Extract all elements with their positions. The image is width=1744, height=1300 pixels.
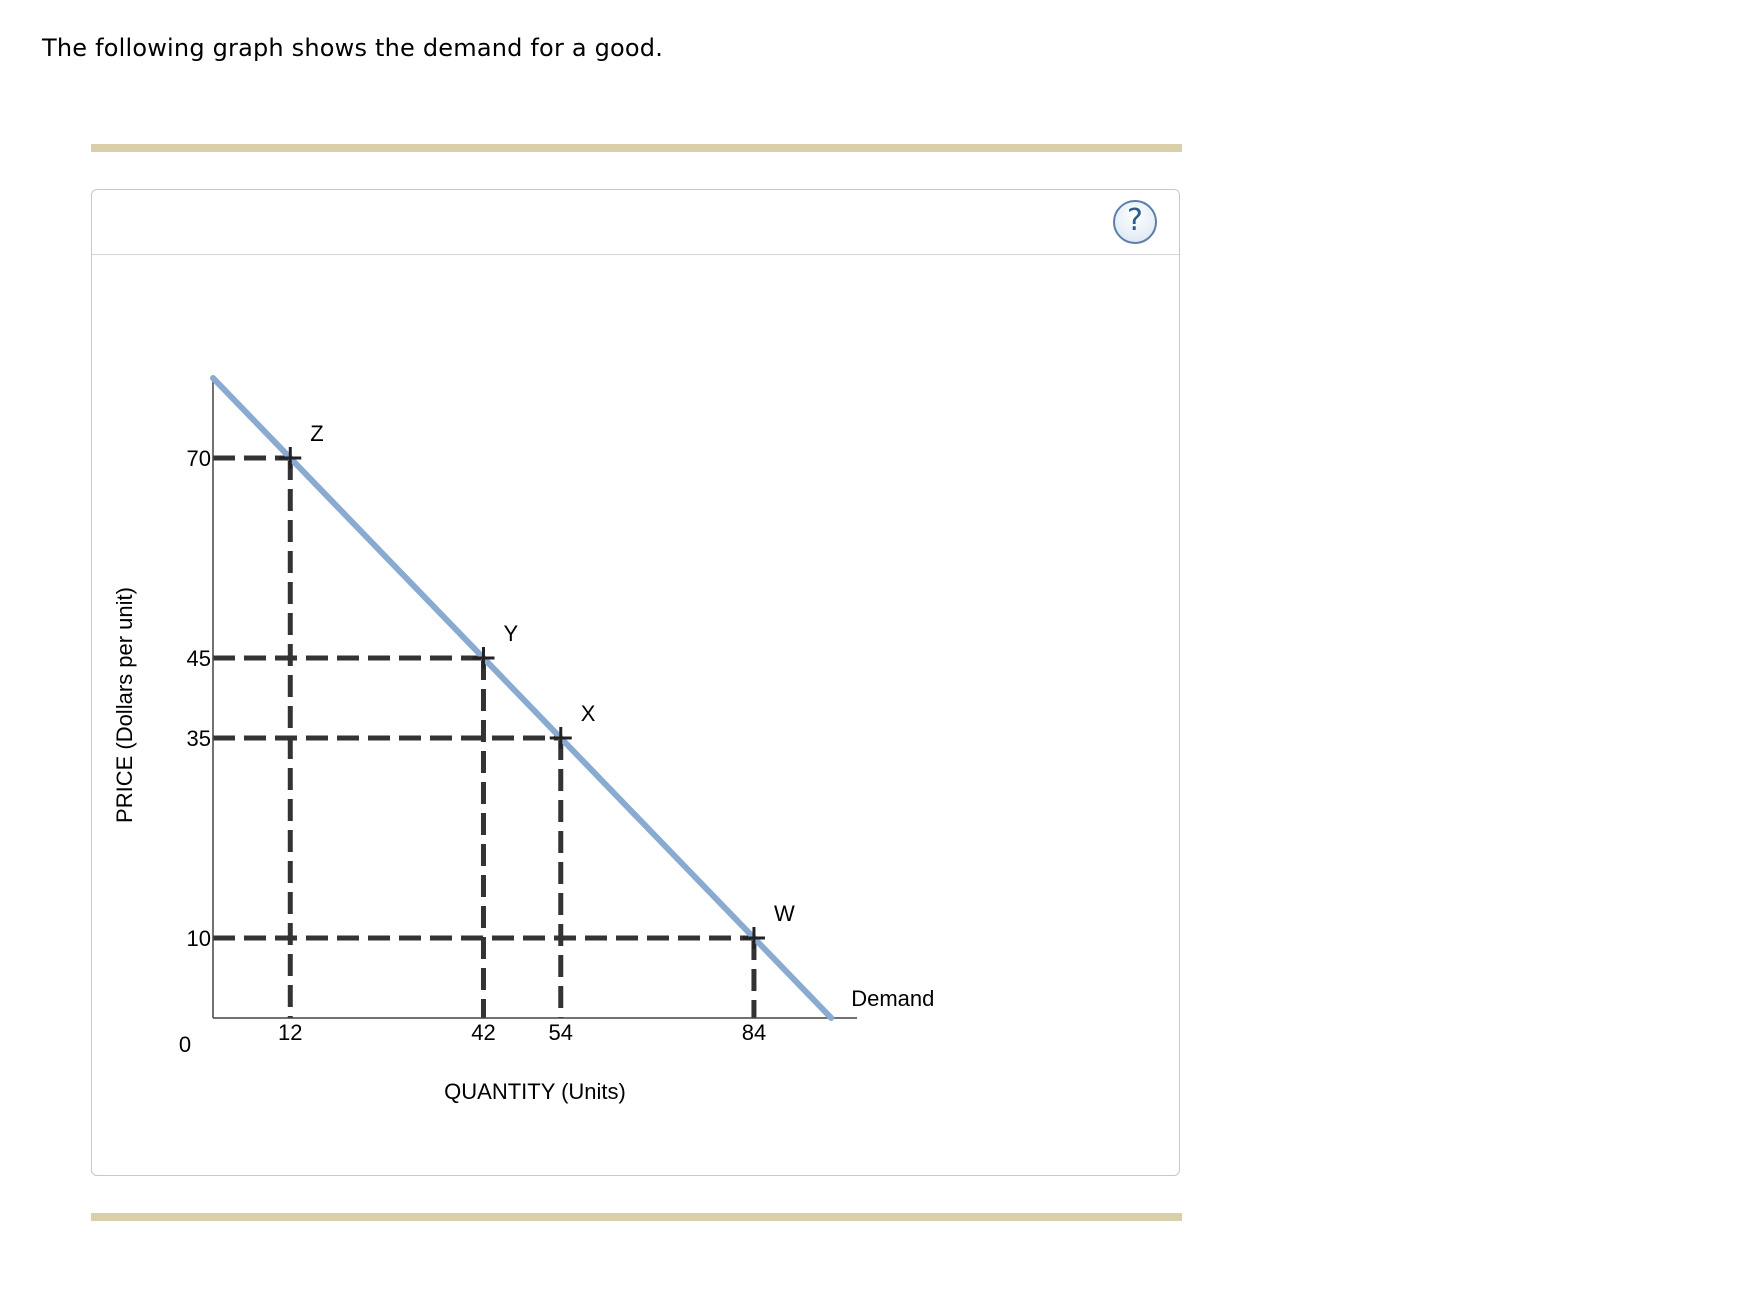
y-tick-label: 10 xyxy=(186,926,211,951)
x-tick-label: 12 xyxy=(278,1020,303,1045)
question-prompt: The following graph shows the demand for a good. xyxy=(42,34,664,62)
y-tick-label: 45 xyxy=(186,646,211,671)
tick-labels xyxy=(187,446,767,1045)
point-y xyxy=(472,621,518,669)
help-icon[interactable]: ? xyxy=(1113,200,1157,244)
point-x xyxy=(550,701,596,749)
point-markers xyxy=(279,421,795,949)
y-tick-label: 35 xyxy=(186,726,211,751)
x-tick-label: 42 xyxy=(471,1020,496,1045)
point-label: Z xyxy=(310,421,324,446)
y-tick-label: 70 xyxy=(186,446,211,471)
series xyxy=(213,378,934,1018)
y-axis-label: PRICE (Dollars per unit) xyxy=(112,587,137,823)
guide-lines xyxy=(213,458,754,1018)
point-label: W xyxy=(773,901,795,926)
origin-label: 0 xyxy=(178,1032,192,1057)
series-line-demand xyxy=(213,378,831,1018)
point-z xyxy=(279,421,323,469)
series-label-demand: Demand xyxy=(851,986,935,1011)
x-tick-label: 84 xyxy=(741,1020,767,1045)
x-axis-label: QUANTITY (Units) xyxy=(444,1079,626,1104)
point-label: X xyxy=(580,701,596,726)
point-w xyxy=(743,901,795,949)
x-tick-label: 54 xyxy=(548,1020,574,1045)
point-label: Y xyxy=(503,621,519,646)
